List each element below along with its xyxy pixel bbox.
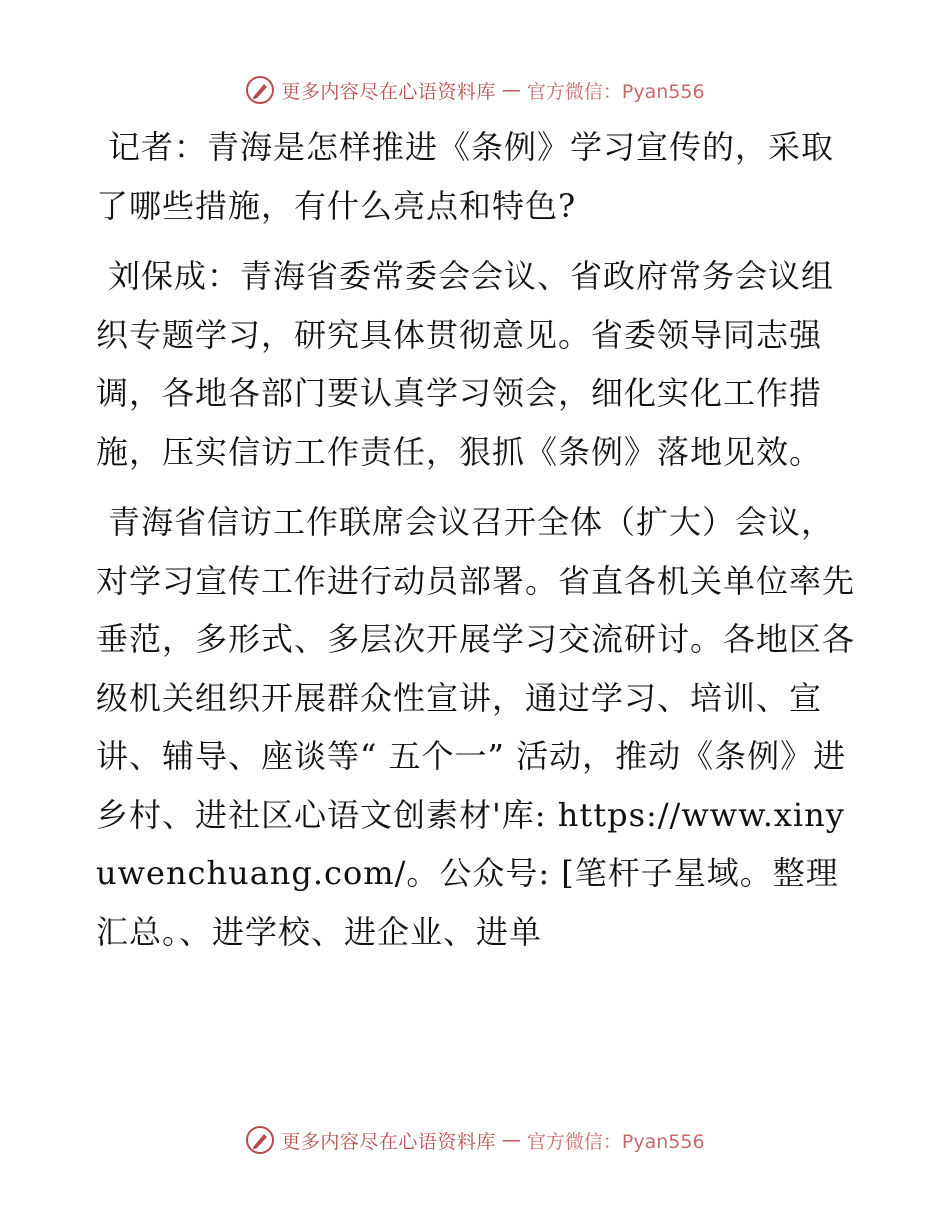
pen-logo-icon (245, 75, 275, 105)
watermark-separator: — (501, 1129, 521, 1151)
header-watermark-banner (0, 70, 950, 110)
paragraph-answer: 刘保成：青海省委常委会会议、省政府常务会议组织专题学习，研究具体贯彻意见。省委领导同志强调，各地各部门要认真学习领会，细化实化工作措施，压实信访工作责任，狠抓《条例》落地见效。 (96, 257, 835, 471)
paragraph-question: 记者：青海是怎样推进《条例》学习宣传的，采取了哪些措施，有什么亮点和特色? (96, 128, 835, 225)
watermark-separator: — (501, 79, 521, 101)
paragraph-meeting: 青海省信访工作联席会议召开全体（扩大）会议，对学习宣传工作进行动员部署。省直各机关单位率先垂范，多形式、多层次开展学习交流研讨。各地区各级机关组织开展群众性宣讲，通过学习、培训、宣讲、辅导、座谈等“ 五个一” 活动，推动《条例》进乡村、进社区心语文创素材'库: https://www.xinyuwenchuang.com/。公众号: [笔杆子星域。整理汇总。、进学校、进企业、进单 (96, 503, 856, 951)
watermark-text: 更多内容尽在心语资料库 (281, 80, 496, 103)
watermark-wechat: 官方微信：Pyan556 (526, 1130, 705, 1153)
watermark-wechat: 官方微信：Pyan556 (526, 80, 705, 103)
document-body (96, 118, 856, 973)
footer-watermark-banner (0, 1120, 950, 1160)
watermark-text: 更多内容尽在心语资料库 (281, 1130, 496, 1153)
pen-logo-icon (245, 1125, 275, 1155)
